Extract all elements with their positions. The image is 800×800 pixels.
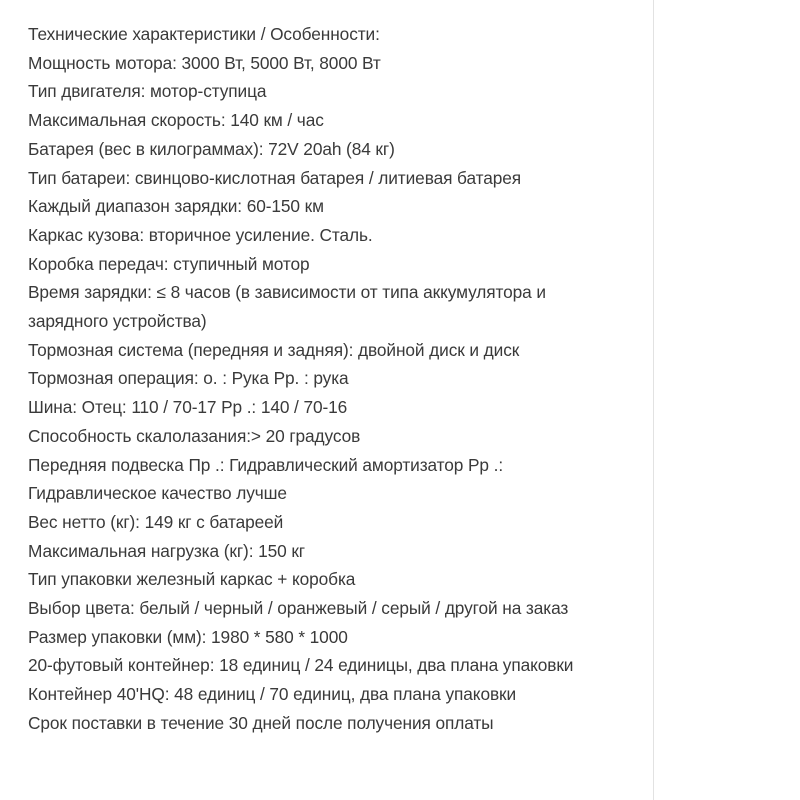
- spec-motor-power: Мощность мотора: 3000 Вт, 5000 Вт, 8000 Вт: [28, 52, 381, 73]
- spec-frame: Каркас кузова: вторичное усиление. Сталь.: [28, 224, 373, 245]
- spec-max-load: Максимальная нагрузка (кг): 150 кг: [28, 540, 306, 561]
- spec-charge-range: Каждый диапазон зарядки: 60-150 км: [28, 196, 324, 217]
- spec-list: [28, 20, 628, 738]
- spec-container-40hq: Контейнер 40'HQ: 48 единиц / 70 единиц, два плана упаковки: [28, 684, 517, 705]
- spec-brake-operation: Тормозная операция: о. : Рука Рр. : рука: [28, 368, 349, 389]
- spec-brake-system: Тормозная система (передняя и задняя): двойной диск и диск: [28, 339, 520, 360]
- spec-charge-time: Время зарядки: ≤ 8 часов (в зависимости от типа аккумулятора и зарядного устройства): [28, 282, 546, 332]
- spec-battery-type: Тип батареи: свинцово-кислотная батарея / литиевая батарея: [28, 167, 521, 188]
- spec-gearbox: Коробка передач: ступичный мотор: [28, 253, 310, 274]
- spec-engine-type: Тип двигателя: мотор-ступица: [28, 81, 267, 102]
- spec-battery: Батарея (вес в килограммах): 72V 20ah (84 кг): [28, 138, 395, 159]
- spec-package-size: Размер упаковки (мм): 1980 * 580 * 1000: [28, 626, 348, 647]
- spec-net-weight: Вес нетто (кг): 149 кг с батареей: [28, 511, 284, 532]
- spec-suspension: Передняя подвеска Пр .: Гидравлический амортизатор Рр .: Гидравлическое качество лучше: [28, 454, 504, 504]
- spec-heading: Технические характеристики / Особенности:: [28, 24, 380, 44]
- spec-container-20ft: 20-футовый контейнер: 18 единиц / 24 единицы, два плана упаковки: [28, 655, 574, 676]
- spec-max-speed: Максимальная скорость: 140 км / час: [28, 110, 324, 131]
- spec-tire: Шина: Отец: 110 / 70-17 Рр .: 140 / 70-16: [28, 397, 348, 418]
- spec-climbing: Способность скалолазания:> 20 градусов: [28, 425, 361, 446]
- spec-delivery: Срок поставки в течение 30 дней после получения оплаты: [28, 712, 494, 733]
- spec-colors: Выбор цвета: белый / черный / оранжевый / серый / другой на заказ: [28, 598, 569, 619]
- spec-packing-type: Тип упаковки железный каркас + коробка: [28, 569, 356, 590]
